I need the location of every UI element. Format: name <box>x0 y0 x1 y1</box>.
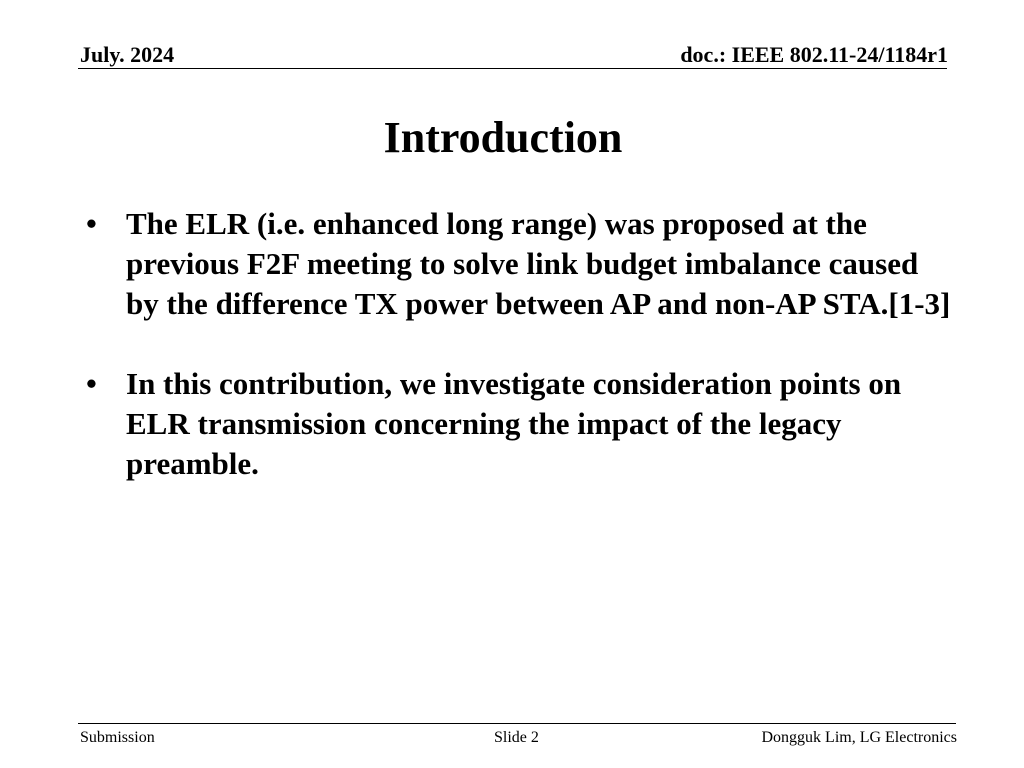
footer-divider <box>78 723 956 724</box>
bullet-text: In this contribution, we investigate consideration points on ELR transmission concerning the impact of the legacy preamble. <box>126 366 902 481</box>
footer-author: Dongguk Lim, LG Electronics <box>761 729 957 746</box>
bullet-item <box>82 364 952 484</box>
bullet-icon: • <box>86 366 97 401</box>
header-date: July. 2024 <box>80 42 175 67</box>
bullet-item <box>82 204 952 324</box>
slide-title: Introduction <box>383 113 623 162</box>
footer-slide-number: Slide 2 <box>494 729 539 746</box>
footer-submission: Submission <box>80 729 155 746</box>
bullet-list <box>82 204 952 484</box>
bullet-icon: • <box>86 206 97 241</box>
bullet-text: The ELR (i.e. enhanced long range) was proposed at the previous F2F meeting to solve link budget imbalance caused by the difference TX power between AP and non-AP STA.[1-3] <box>126 206 951 321</box>
header-doc-id: doc.: IEEE 802.11-24/1184r1 <box>680 42 948 67</box>
header-divider <box>78 68 947 69</box>
